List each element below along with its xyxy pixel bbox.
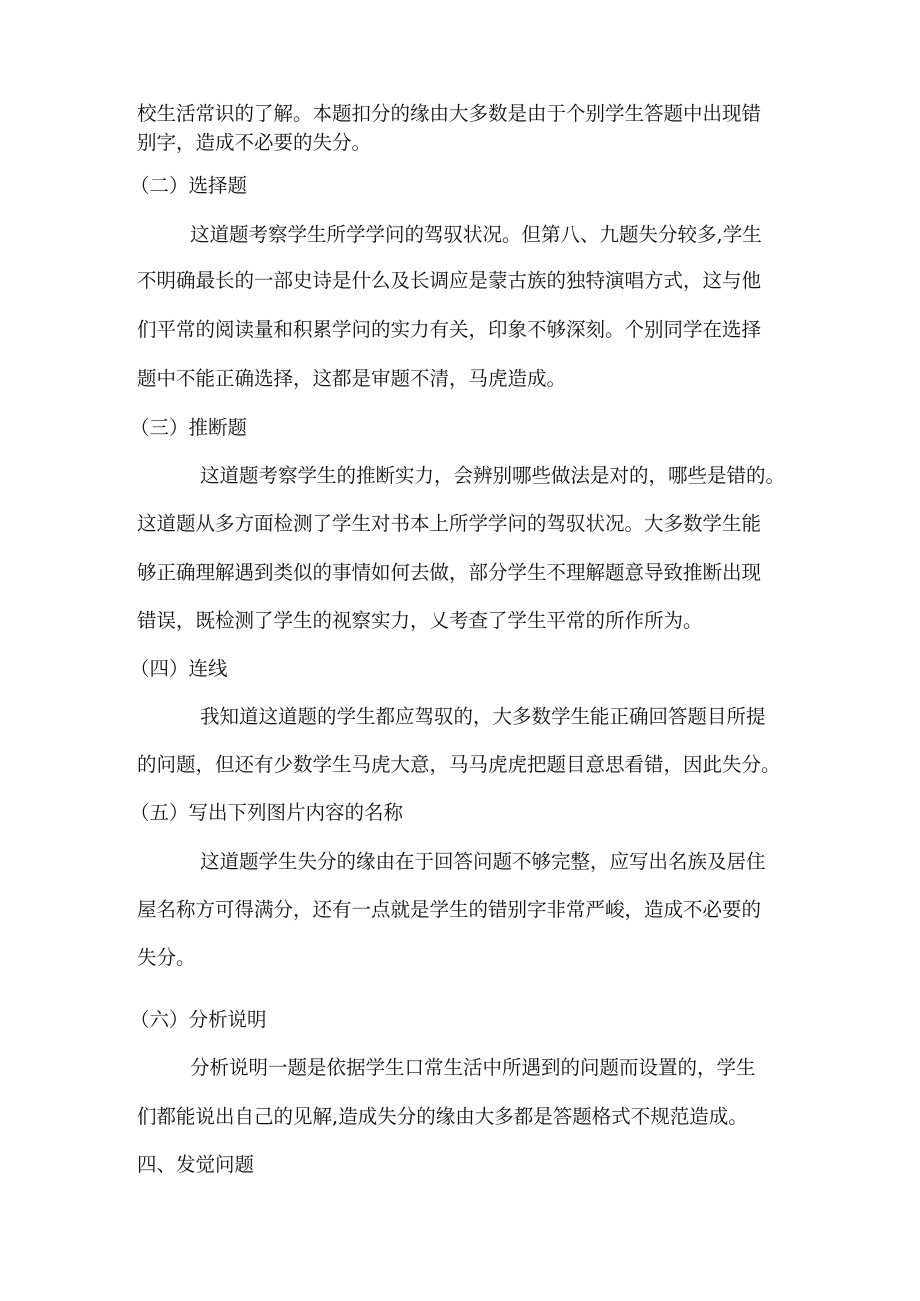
- paragraph-line: 屋名称方可得满分，还有一点就是学生的错别字非常严峻，造成不必要的: [137, 898, 762, 921]
- paragraph-line: 校生活常识的了解。本题扣分的缘由大多数是由于个别学生答题中出现错: [137, 102, 762, 125]
- paragraph-line: 这道题从多方面检测了学生对书本上所学学问的驾驭状况。大多数学生能: [137, 512, 762, 535]
- paragraph-line: 我知道这道题的学生都应驾驭的，大多数学生能正确回答题目所提: [200, 705, 766, 728]
- paragraph-line: 够正确理解遇到类似的事情如何去做，部分学生不理解题意导致推断出现: [137, 561, 762, 584]
- paragraph-line: 题中不能正确选择，这都是审题不清，马虎造成。: [137, 367, 567, 390]
- section-heading: （四）连线: [130, 657, 228, 680]
- paragraph-line: 这道题学生失分的缘由在于回答问题不够完整，应写出名族及居住: [200, 850, 766, 873]
- section-heading: （六）分析说明: [130, 1008, 267, 1031]
- paragraph-line: 分析说明一题是依据学生口常生活中所遇到的问题而设置的，学生: [190, 1056, 756, 1079]
- section-heading: 四、发觉问题: [137, 1153, 255, 1176]
- paragraph-line: 错误，既检测了学生的视察实力，乂考查了学生平常的所作所为。: [137, 609, 703, 632]
- paragraph-line: 们平常的阅读量和积累学问的实力有关，印象不够深刻。个别同学在选择: [137, 318, 762, 341]
- section-heading: （三）推断题: [130, 416, 248, 439]
- paragraph-line: 们都能说出自己的见解,造成失分的缘由大多都是答题格式不规范造成。: [137, 1105, 748, 1128]
- paragraph-line: 这道题考察学生所学学问的驾驭状况。但第八、九题失分较多,学生: [190, 223, 762, 246]
- paragraph-line: 失分。: [137, 946, 196, 969]
- paragraph-line: 不明确最长的一部史诗是什么及长调应是蒙古族的独特演唱方式，这与他: [137, 269, 762, 292]
- section-heading: （五）写出下列图片内容的名称: [130, 801, 404, 824]
- paragraph-line: 的问题，但还有少数学生马虎大意，马马虎虎把题目意思看错，因此失分。: [137, 753, 781, 776]
- section-heading: （二）选择题: [130, 174, 248, 197]
- paragraph-line: 这道题考察学生的推断实力，会辨别哪些做法是对的，哪些是错的。: [200, 464, 786, 487]
- paragraph-line: 别字，造成不必要的失分。: [137, 131, 372, 154]
